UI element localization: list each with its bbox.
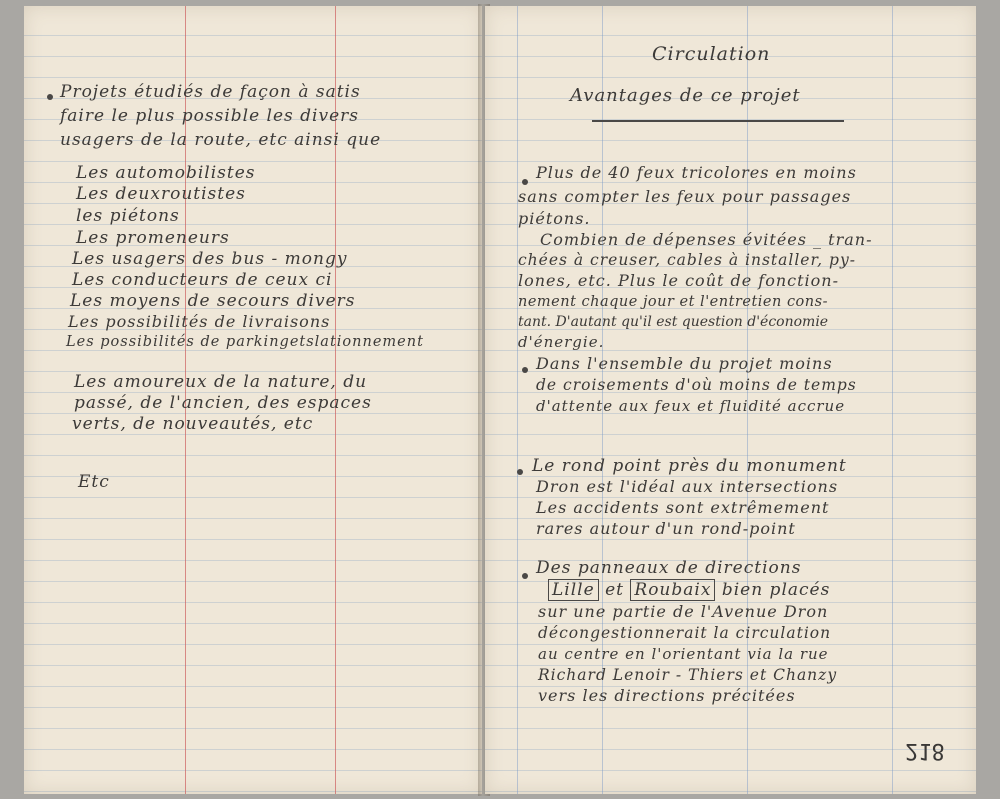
bullet-text-line: sans compter les feux pour passages bbox=[518, 187, 852, 206]
user-list-item: Les moyens de secours divers bbox=[70, 291, 356, 311]
bullet-text-line: piétons. bbox=[518, 209, 591, 228]
user-list-item: Les promeneurs bbox=[76, 228, 230, 248]
bullet-text-tail: bien placés bbox=[721, 580, 831, 600]
etc-text: Etc bbox=[78, 472, 110, 492]
intro-line: faire le plus possible les divers bbox=[60, 106, 359, 126]
bullet-text-line: Des panneaux de directions bbox=[536, 558, 802, 578]
bullet-text-line: au centre en l'orientant via la rue bbox=[538, 645, 829, 663]
bullet-text-line: Dans l'ensemble du projet moins bbox=[536, 354, 833, 373]
bullet-text-line: Le rond point près du monument bbox=[532, 456, 847, 476]
user-list-item: Les automobilistes bbox=[76, 163, 256, 183]
bullet-marker bbox=[517, 469, 523, 475]
user-list-item: Les possibilités de livraisons bbox=[68, 312, 331, 331]
bullet-marker bbox=[522, 367, 528, 373]
sign-lille: Lille bbox=[548, 579, 599, 601]
bullet-text-line: Combien de dépenses évitées _ tran- bbox=[540, 230, 873, 249]
bullet-text-line: Dron est l'idéal aux intersections bbox=[536, 477, 839, 496]
bullet-text-line: décongestionnerait la circulation bbox=[538, 624, 832, 642]
bullet-text-line: Plus de 40 feux tricolores en moins bbox=[536, 163, 857, 182]
bullet-text-line: de croisements d'où moins de temps bbox=[536, 376, 857, 394]
bullet-text-line: rares autour d'un rond-point bbox=[536, 519, 796, 538]
direction-sign-line bbox=[548, 580, 830, 600]
bullet-text-line: tant. D'autant qu'il est question d'économie bbox=[518, 314, 829, 330]
bullet-text-line: lones, etc. Plus le coût de fonction- bbox=[518, 271, 840, 290]
user-list-item: Les usagers des bus - mongy bbox=[72, 249, 348, 269]
intro-line: Projets étudiés de façon à satis bbox=[60, 82, 361, 102]
bullet-text-line: Les accidents sont extrêmement bbox=[536, 498, 830, 517]
user-list-item: Les conducteurs de ceux ci bbox=[72, 270, 333, 290]
bullet-marker bbox=[522, 179, 528, 185]
subtitle-underline bbox=[592, 120, 844, 122]
user-list-item: les piétons bbox=[76, 206, 180, 226]
bullet-text-line: d'attente aux feux et fluidité accrue bbox=[536, 397, 846, 415]
bullet-text-line: sur une partie de l'Avenue Dron bbox=[538, 602, 829, 621]
page-title: Circulation bbox=[652, 43, 771, 65]
page-subtitle: Avantages de ce projet bbox=[570, 85, 801, 106]
page-number: 218 bbox=[905, 738, 945, 763]
nature-line: passé, de l'ancien, des espaces bbox=[74, 393, 372, 413]
bullet-text-line: nement chaque jour et l'entretien cons- bbox=[518, 294, 828, 310]
margin-line bbox=[892, 6, 893, 794]
bullet-text-line: chées à creuser, cables à installer, py- bbox=[518, 251, 856, 269]
bullet-text-line: Richard Lenoir - Thiers et Chanzy bbox=[538, 666, 838, 684]
margin-line bbox=[517, 6, 518, 794]
nature-line: verts, de nouveautés, etc bbox=[72, 414, 314, 434]
bullet-marker bbox=[47, 94, 53, 100]
intro-line: usagers de la route, etc ainsi que bbox=[60, 130, 382, 150]
nature-line: Les amoureux de la nature, du bbox=[74, 372, 368, 392]
bullet-text-line: vers les directions précitées bbox=[538, 686, 796, 705]
user-list-item: Les deuxroutistes bbox=[76, 184, 246, 204]
user-list-item: Les possibilités de parkingetslationnement bbox=[66, 334, 424, 350]
bullet-text-line: d'énergie. bbox=[518, 333, 605, 351]
bullet-marker bbox=[522, 573, 528, 579]
connector-text: et bbox=[605, 580, 624, 600]
sign-roubaix: Roubaix bbox=[630, 579, 715, 601]
